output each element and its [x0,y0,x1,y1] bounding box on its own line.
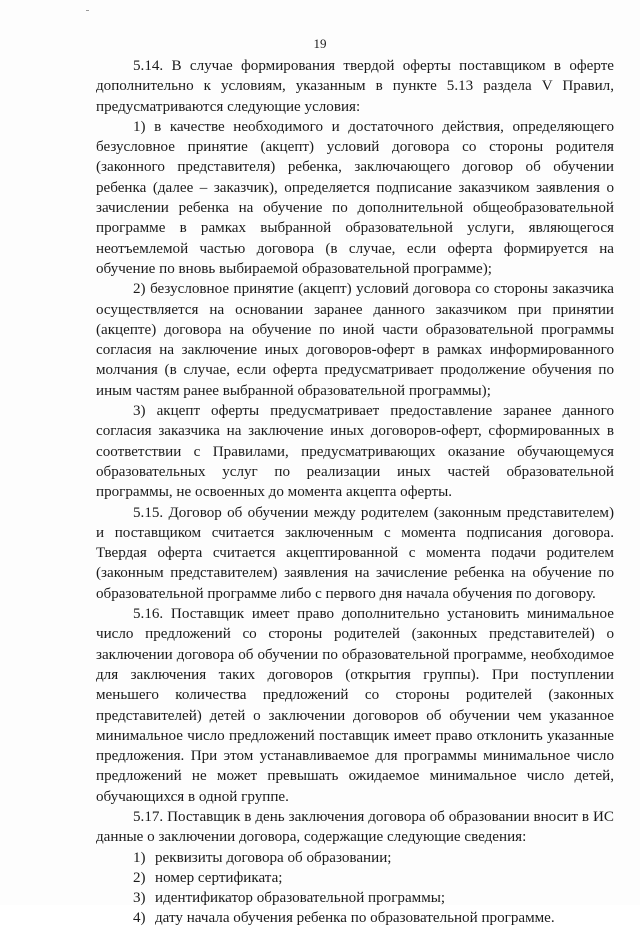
page-number: 19 [313,36,327,51]
list-item [96,848,614,868]
list-item-text: идентификатор образовательной программы; [155,890,446,907]
paragraph-5-17: 5.17. Поставщик в день заключения договора об образовании вносит в ИС данные о заключении договора, содержащие следующие сведения: [96,808,614,846]
list-item [96,888,614,908]
list-item-number: 4) [133,910,146,927]
list-item-number: 1) [133,849,146,866]
details-list [96,848,614,929]
paragraph-5-15: 5.15. Договор об обучении между родителем (законным представителем) и поставщиком считается заключенным с момента подписания договора. Твердая оферта считается акцептированной с момента подачи родителем (законным представителем) заявления на зачисление ребенка на обучение по образовательной программе либо с первого дня начала обучения по договору. [96,504,614,602]
list-item-text: реквизиты договора об образовании; [155,849,392,866]
list-item [96,868,614,888]
list-item [96,908,614,928]
list-item-number: 2) [133,869,146,886]
paragraph-5-16: 5.16. Поставщик имеет право дополнительно установить минимальное число предложений со стороны родителей (законных представителей) о заключении договора об обучении по образовательной программе, необходимое для заключения таких договоров (открытия группы). При поступлении меньшего количества предложений со стороны родителей (законных представителей) детей о заключении договоров об обучении чем указанное минимальное число предложений поставщик имеет право отклонить указанные предложения. При этом устанавливаемое для программы минимальное число предложений не может превышать ожидаемое минимальное число детей, обучающихся в одной группе. [96,606,614,805]
paragraph-condition-3: 3) акцепт оферты предусматривает предоставление заранее данного согласия заказчика на заключение иных договоров-оферт, сформированных в соответствии с Правилами, предусматривающих оказание обучающемуся образовательных услуг по реализации иных частей образовательной программы, не освоенных до момента акцепта оферты. [96,403,614,501]
paragraph-condition-2: 2) безусловное принятие (акцепт) условий договора со стороны заказчика осуществляется на основании заранее данного заказчиком при принятии (акцепте) договора на обучение по иной части образовательной программы согласия на заключение иных договоров-оферт в рамках информированного молчания (в случае, если оферта предусматривает продолжение обучения по иным частям ранее выбранной образовательной программы); [96,281,614,399]
document-body [96,56,614,929]
scan-speck [86,10,89,11]
list-item-text: дату начала обучения ребенка по образовательной программе. [155,910,555,927]
list-item-text: номер сертификата; [155,869,283,886]
list-item-number: 3) [133,890,146,907]
paragraph-5-14: 5.14. В случае формирования твердой оферты поставщиком в оферте дополнительно к условиям, указанным в пункте 5.13 раздела V Правил, предусматриваются следующие условия: [96,58,614,115]
paragraph-condition-1: 1) в качестве необходимого и достаточного действия, определяющего безусловное принятие (акцепт) условий договора со стороны родителя (законного представителя) ребенка, заключающего договор об обучении ребенка (далее – заказчик), определяется подписание заказчиком заявления о зачислении ребенка на обучение по дополнительной общеобразовательной программе в рамках выбранной образовательной услуги, являющегося неотъемлемой частью договора (в случае, если оферта формируется на обучение по вновь выбираемой образовательной программе); [96,118,614,277]
